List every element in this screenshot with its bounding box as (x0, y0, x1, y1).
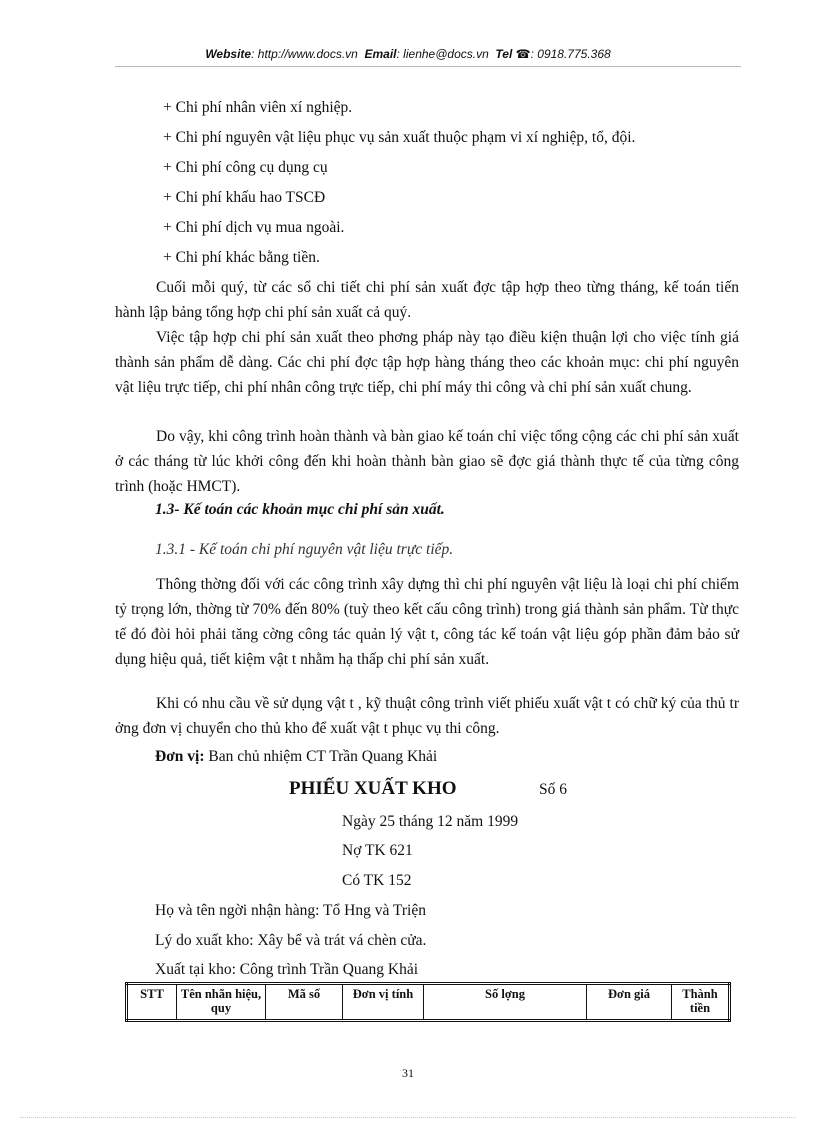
table-header-cell: Số lợng (424, 984, 587, 1021)
subsection-heading: 1.3.1 - Kế toán chi phí nguyên vật liệu trực tiếp. (155, 541, 454, 558)
voucher-reason: Lý do xuất kho: Xây bể và trát vá chèn cửa. (155, 932, 427, 949)
section-heading: 1.3- Kế toán các khoản mục chi phí sản xuất. (155, 501, 445, 518)
table-header-cell: STT (127, 984, 177, 1021)
bullet-item: + Chi phí dịch vụ mua ngoài. (163, 219, 345, 236)
table-header-row (127, 984, 730, 1021)
tel-label: Tel ☎ (495, 47, 531, 61)
bullet-item: + Chi phí công cụ dụng cụ (163, 159, 328, 176)
email-value: : lienhe@docs.vn (396, 47, 489, 61)
voucher-title: PHIẾU XUẤT KHO (289, 778, 457, 799)
voucher-credit: Có TK 152 (342, 872, 412, 889)
table-header-cell: Mã số (266, 984, 343, 1021)
paragraph: Do vậy, khi công trình hoàn thành và bàn giao kế toán chỉ việc tổng cộng các chi phí sản xuất ở các tháng từ lúc khởi công đến khi hoàn thành bàn giao sẽ đợc giá thành thực tế của từng công trình (hoặc HMCT). (115, 428, 739, 495)
paragraph: Việc tập hợp chi phí sản xuất theo phơng pháp này tạo điều kiện thuận lợi cho việc tính giá thành sản phẩm dễ dàng. Các chi phí đợc tập hợp hàng tháng theo các khoản mục: chi phí nguyên vật liệu trực tiếp, chi phí nhân công trực tiếp, chi phí máy thi công và chi phí sản xuất chung. (115, 329, 739, 396)
page-number: 31 (402, 1066, 414, 1080)
paragraph: Thông thờng đối với các công trình xây dựng thì chi phí nguyên vật liệu là loại chi phí chiếm tỷ trọng lớn, thờng từ 70% đến 80% (tuỳ theo kết cấu công trình) trong giá thành sản phẩm. Từ thực tế đó đòi hỏi phải tăng cờng công tác quản lý vật t, công tác kế toán vật liệu góp phần đảm bảo sử dụng hiệu quả, tiết kiệm vật t nhằm hạ thấp chi phí sản xuất. (115, 576, 739, 668)
bullet-item: + Chi phí nguyên vật liệu phục vụ sản xuất thuộc phạm vi xí nghiệp, tổ, đội. (163, 129, 636, 146)
page-header (0, 47, 816, 61)
voucher-date: Ngày 25 tháng 12 năm 1999 (342, 813, 519, 830)
tel-value: : 0918.775.368 (530, 47, 611, 61)
email-label: Email (364, 47, 397, 61)
table-header-cell: Đơn giá (587, 984, 672, 1021)
voucher-number: Số 6 (539, 781, 567, 798)
voucher-receiver: Họ và tên ngời nhận hàng: Tổ Hng và Triện (155, 902, 426, 919)
website-value: : http://www.docs.vn (251, 47, 358, 61)
paragraph: Khi có nhu cầu về sử dụng vật t , kỹ thuật công trình viết phiếu xuất vật t có chữ ký của thủ tr ởng đơn vị chuyển cho thủ kho để xuất vật t phục vụ thi công. (115, 695, 739, 737)
bullet-item: + Chi phí khác bằng tiền. (163, 249, 320, 266)
voucher-warehouse: Xuất tại kho: Công trình Trần Quang Khải (155, 961, 419, 978)
unit-label: Đơn vị: (155, 748, 205, 765)
voucher-table (125, 982, 731, 1022)
website-label: Website (205, 47, 252, 61)
page-bottom-divider (20, 1117, 796, 1118)
table-header-cell: Đơn vị tính (343, 984, 424, 1021)
header-divider (115, 66, 741, 67)
paragraph: Cuối mỗi quý, từ các sổ chi tiết chi phí sản xuất đợc tập hợp theo từng tháng, kế toán tiến hành lập bảng tổng hợp chi phí sản xuất cả quý. (115, 279, 739, 321)
unit-value: Ban chủ nhiệm CT Trần Quang Khải (204, 748, 438, 765)
table-header-cell: Thành tiền (672, 984, 730, 1021)
voucher-debit: Nợ TK 621 (342, 842, 413, 859)
table-header-cell: Tên nhãn hiệu, quy (177, 984, 266, 1021)
bullet-item: + Chi phí khấu hao TSCĐ (163, 189, 326, 206)
unit-line (155, 744, 437, 769)
bullet-item: + Chi phí nhân viên xí nghiệp. (163, 99, 353, 116)
